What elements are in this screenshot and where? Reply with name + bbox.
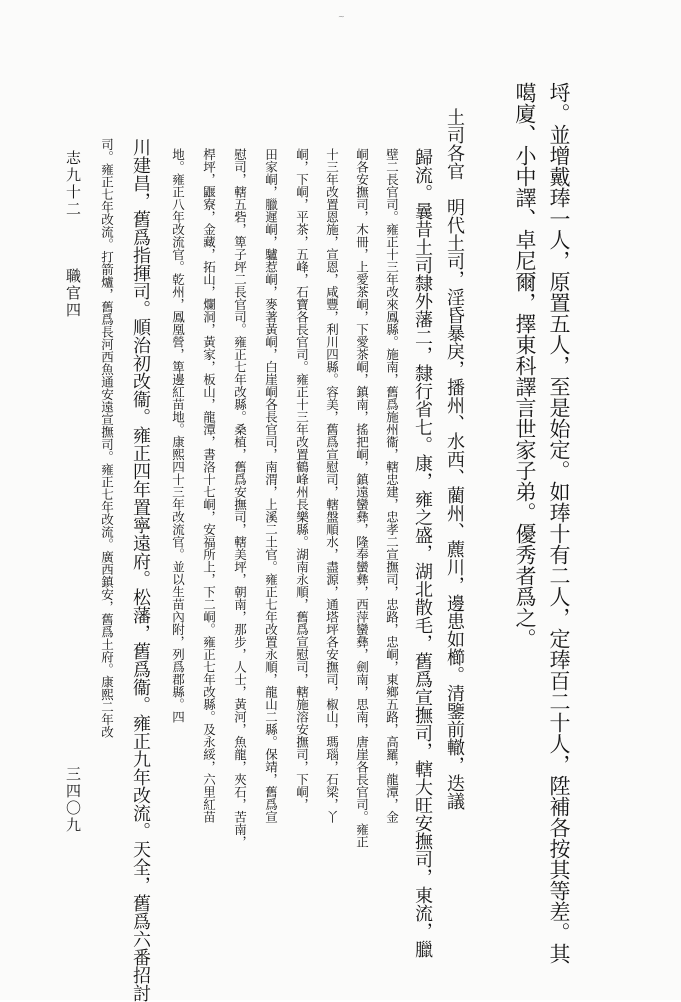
text-column-13: 川建昌，舊爲指揮司。順治初改衞。雍正四年置寧遠府。松藩，舊爲衞。雍正九年改流。天全，舊爲六番招討 <box>130 138 151 1002</box>
text-column-2: 噶廈、小中譯、卓尼爾，擇東科譯言世家子弟。優秀者爲之。 <box>513 82 537 649</box>
top-mark: ~ <box>338 12 345 21</box>
text-column-5: 壁二長官司。雍正十三年改來鳳縣。施南，舊爲施州衞，轄忠建，忠孝二宣撫司，忠路，忠峒，東鄉五路，高羅，龍潭，金 <box>384 148 400 823</box>
footer-section-title: 職官四 <box>64 268 82 319</box>
text-column-11: 桿坪，鼴寮，金藏，拓山，爛洞，黃家，板山，龍潭，書洛十七峒，安福所上，下二峒。雍正七年改縣。及永綏，六里紅苗 <box>201 148 217 823</box>
text-column-9: 田家峒，臘遲峒，驢惹峒，麥著黃峒，白崖峒各長官司，南渭，上溪二土官。雍正七年改置永順，龍山二縣。保靖，舊爲宣 <box>263 148 279 823</box>
text-column-3: 土司各官 明代土司，淫昏暴戾，播州、水西、藺州、藨川，邊患如櫛。清鑒前轍，迭議 <box>444 108 465 810</box>
text-column-8: 峒，下峒，平茶，五峰，石寶各長官司。雍正十三年改置鶴峰州長樂縣。湖南永順，舊爲宣慰司，轄施溶安撫司，下峒， <box>294 148 310 811</box>
text-column-12: 地。雍正八年改流官。乾州，鳳凰營，箄邊紅苗地。康熙四十三年改流官。並以生苗內附，列爲郡縣。四 <box>170 148 186 723</box>
page-number: 三四〇九 <box>64 766 82 834</box>
text-column-4: 歸流。曩昔土司隸外藩二，隸行省七。康，雍之盛，湖北散毛，舊爲宣撫司，轄大旺安撫司，東流，臘 <box>412 148 433 958</box>
text-column-14: 司。雍正七年改流。打箭爐，舊爲長河西魚通安遠宣撫司。雍正七年改流。廣西鎮安，舊爲土府。康熙二年改 <box>99 138 115 738</box>
text-column-7: 十三年改置恩施，宣恩，咸豐，利川四縣。容美，舊爲宣慰司，轄盤順水，盡源，通塔坪各安撫司，椒山，瑪瑙，石梁，丫 <box>324 148 340 823</box>
text-column-1: 埒。並增戴琫一人，原置五人，至是始定。如琫十有二人，定琫百二十人，陞補各按其等差。其 <box>547 82 571 964</box>
footer-volume-title: 志九十二 <box>64 150 82 218</box>
text-column-10: 慰司，轄五砦，箄子坪二長官司。雍正七年改縣。桑植，舊爲安撫司，轄美坪，朝南，那步，人士，黃河，魚龍，夾石，苦南， <box>232 148 248 848</box>
text-column-6: 峒各安撫司，木冊，上愛茶峒，下愛茶峒，鎮南，搖把峒，鎮遠蠻彝，隆奉蠻彝，西萍蠻彝，劍南，思南，唐崖各長官司。雍正 <box>354 148 370 848</box>
